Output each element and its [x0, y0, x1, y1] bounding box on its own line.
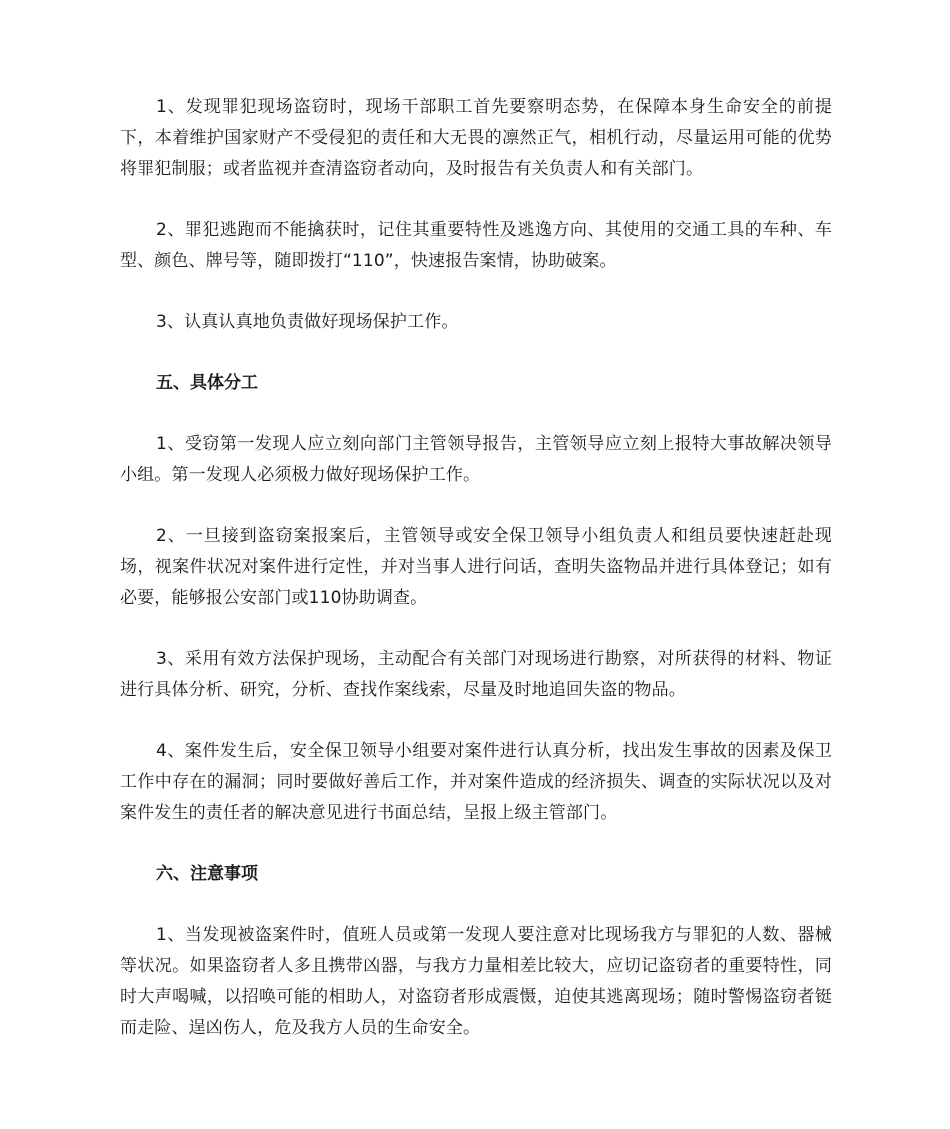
- paragraph-safety-notice: 1、当发现被盗案件时，值班人员或第一发现人要注意对比现场我方与罪犯的人数、器械等状况。如果盗窃者人多且携带凶器，与我方力量相差比较大，应切记盗窃者的重要特性，同时大声喝喊，以招唤可能的相助人，对盗窃者形成震慑，迫使其逃离现场；随时警惕盗窃者铤而走险、逞凶伤人，危及我方人员的生命安全。: [120, 925, 832, 1038]
- paragraph-case-analysis: 4、案件发生后，安全保卫领导小组要对案件进行认真分析，找出发生事故的因素及保卫工作中存在的漏洞；同时要做好善后工作，并对案件造成的经济损失、调查的实际状况以及对案件发生的责任者的解决意见进行书面总结，呈报上级主管部门。: [120, 741, 832, 823]
- paragraph-theft-discovery: 1、发现罪犯现场盗窃时，现场干部职工首先要察明态势，在保障本身生命安全的前提下，本着维护国家财产不受侵犯的责任和大无畏的凛然正气，相机行动，尽量运用可能的优势将罪犯制服；或者监视并查清盗窃者动向，及时报告有关负责人和有关部门。: [120, 97, 832, 179]
- paragraph-investigation: 3、采用有效方法保护现场，主动配合有关部门对现场进行勘察，对所获得的材料、物证进行具体分析、研究，分析、查找作案线索，尽量及时地追回失盗的物品。: [120, 649, 832, 700]
- section-heading-division: 五、具体分工: [156, 373, 258, 393]
- paragraph-leader-response: 2、一旦接到盗窃案报案后，主管领导或安全保卫领导小组负责人和组员要快速赶赴现场，视案件状况对案件进行定性，并对当事人进行问话，查明失盗物品并进行具体登记；如有必要，能够报公安部门或110协助调查。: [120, 526, 832, 608]
- document-body: [120, 92, 832, 1044]
- paragraph-escape-report: 2、罪犯逃跑而不能擒获时，记住其重要特性及逃逸方向、其使用的交通工具的车种、车型、颜色、牌号等，随即拨打“110”，快速报告案情，协助破案。: [120, 220, 832, 271]
- paragraph-scene-protection: 3、认真认真地负责做好现场保护工作。: [156, 312, 459, 332]
- section-heading-notes: 六、注意事项: [156, 864, 258, 884]
- paragraph-first-finder: 1、受窃第一发现人应立刻向部门主管领导报告，主管领导应立刻上报特大事故解决领导小组。第一发现人必须极力做好现场保护工作。: [120, 434, 832, 485]
